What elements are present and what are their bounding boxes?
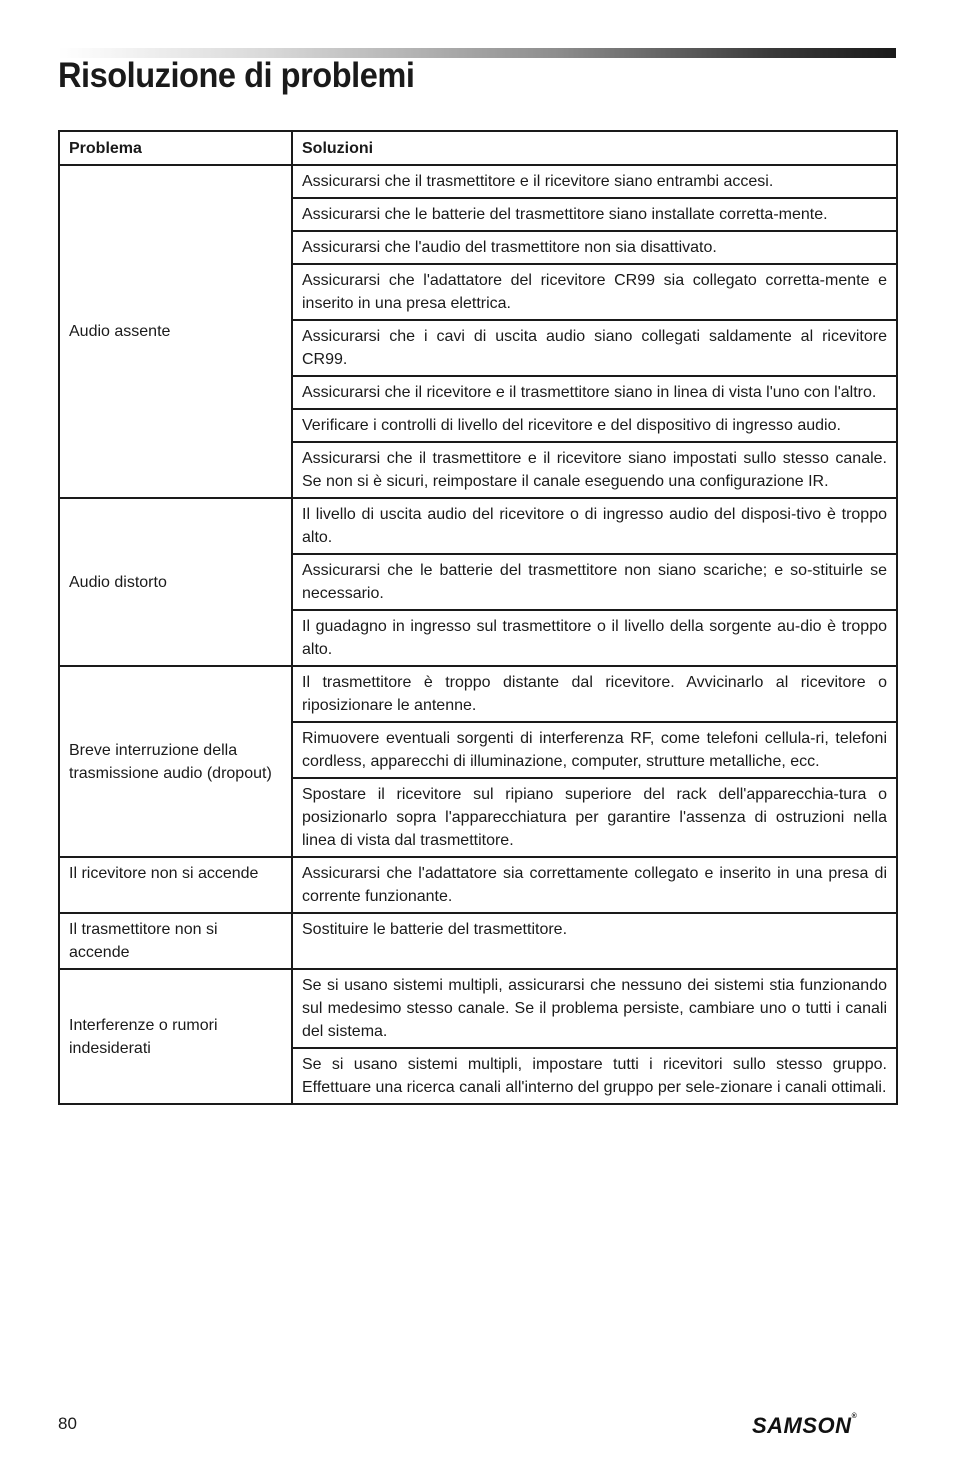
table-row [59,165,897,198]
logo-text: SAMSON [752,1413,852,1438]
table-row [59,857,897,913]
solution-cell: Rimuovere eventuali sorgenti di interferenza RF, come telefoni cellula-ri, telefoni cordless, apparecchi di illuminazione, computer, strutture metalliche, ecc. [292,722,897,778]
troubleshooting-table [58,130,898,1105]
samson-logo [752,1413,857,1439]
solution-cell: Spostare il ricevitore sul ripiano superiore del rack dell'apparecchia-tura o posizionarlo sopra l'apparecchiatura per garantire l'assenza di ostruzioni nella linea di vista dal trasmettitore. [292,778,897,857]
solution-cell: Se si usano sistemi multipli, assicurarsi che nessuno dei sistemi stia funzionando sul medesimo stesso canale. Se il problema persiste, cambiare uno o tutti i canali del sistema. [292,969,897,1048]
solution-cell: Assicurarsi che il ricevitore e il trasmettitore siano in linea di vista l'uno con l'altro. [292,376,897,409]
problem-cell: Il trasmettitore non si accende [59,913,292,969]
problem-cell: Breve interruzione della trasmissione audio (dropout) [59,666,292,857]
solution-cell: Il livello di uscita audio del ricevitore o di ingresso audio del disposi-tivo è troppo alto. [292,498,897,554]
problem-cell: Il ricevitore non si accende [59,857,292,913]
solution-cell: Se si usano sistemi multipli, impostare tutti i ricevitori sullo stesso gruppo. Effettuare una ricerca canali all'interno del gruppo per sele-zionare i canali ottimali. [292,1048,897,1104]
problem-cell: Audio distorto [59,498,292,666]
table-row [59,969,897,1048]
solution-cell: Assicurarsi che i cavi di uscita audio siano collegati saldamente al ricevitore CR99. [292,320,897,376]
table-row [59,666,897,722]
table-row [59,913,897,969]
problem-cell: Interferenze o rumori indesiderati [59,969,292,1104]
registered-mark: ® [851,1413,858,1420]
solution-cell: Assicurarsi che le batterie del trasmettitore siano installate corretta-mente. [292,198,897,231]
solution-cell: Assicurarsi che l'adattatore del ricevitore CR99 sia collegato corretta-mente e inserito in una presa elettrica. [292,264,897,320]
solution-cell: Assicurarsi che l'adattatore sia correttamente collegato e inserito in una presa di corrente funzionante. [292,857,897,913]
solution-cell: Verificare i controlli di livello del ricevitore e del dispositivo di ingresso audio. [292,409,897,442]
solution-cell: Assicurarsi che il trasmettitore e il ricevitore siano impostati sullo stesso canale. Se non si è sicuri, reimpostare il canale eseguendo una configurazione IR. [292,442,897,498]
header-solutions: Soluzioni [292,131,897,165]
problem-cell: Audio assente [59,165,292,498]
solution-cell: Assicurarsi che il trasmettitore e il ricevitore siano entrambi accesi. [292,165,897,198]
header-problem: Problema [59,131,292,165]
solution-cell: Assicurarsi che l'audio del trasmettitore non sia disattivato. [292,231,897,264]
solution-cell: Il guadagno in ingresso sul trasmettitore o il livello della sorgente au-dio è troppo alto. [292,610,897,666]
page-number: 80 [58,1414,77,1433]
table-header-row [59,131,897,165]
solution-cell: Assicurarsi che le batterie del trasmettitore non siano scariche; e so-stituirle se necessario. [292,554,897,610]
solution-cell: Il trasmettitore è troppo distante dal ricevitore. Avvicinarlo al ricevitore o riposizionare le antenne. [292,666,897,722]
page-title: Risoluzione di problemi [58,56,415,95]
table-row [59,498,897,554]
solution-cell: Sostituire le batterie del trasmettitore. [292,913,897,969]
